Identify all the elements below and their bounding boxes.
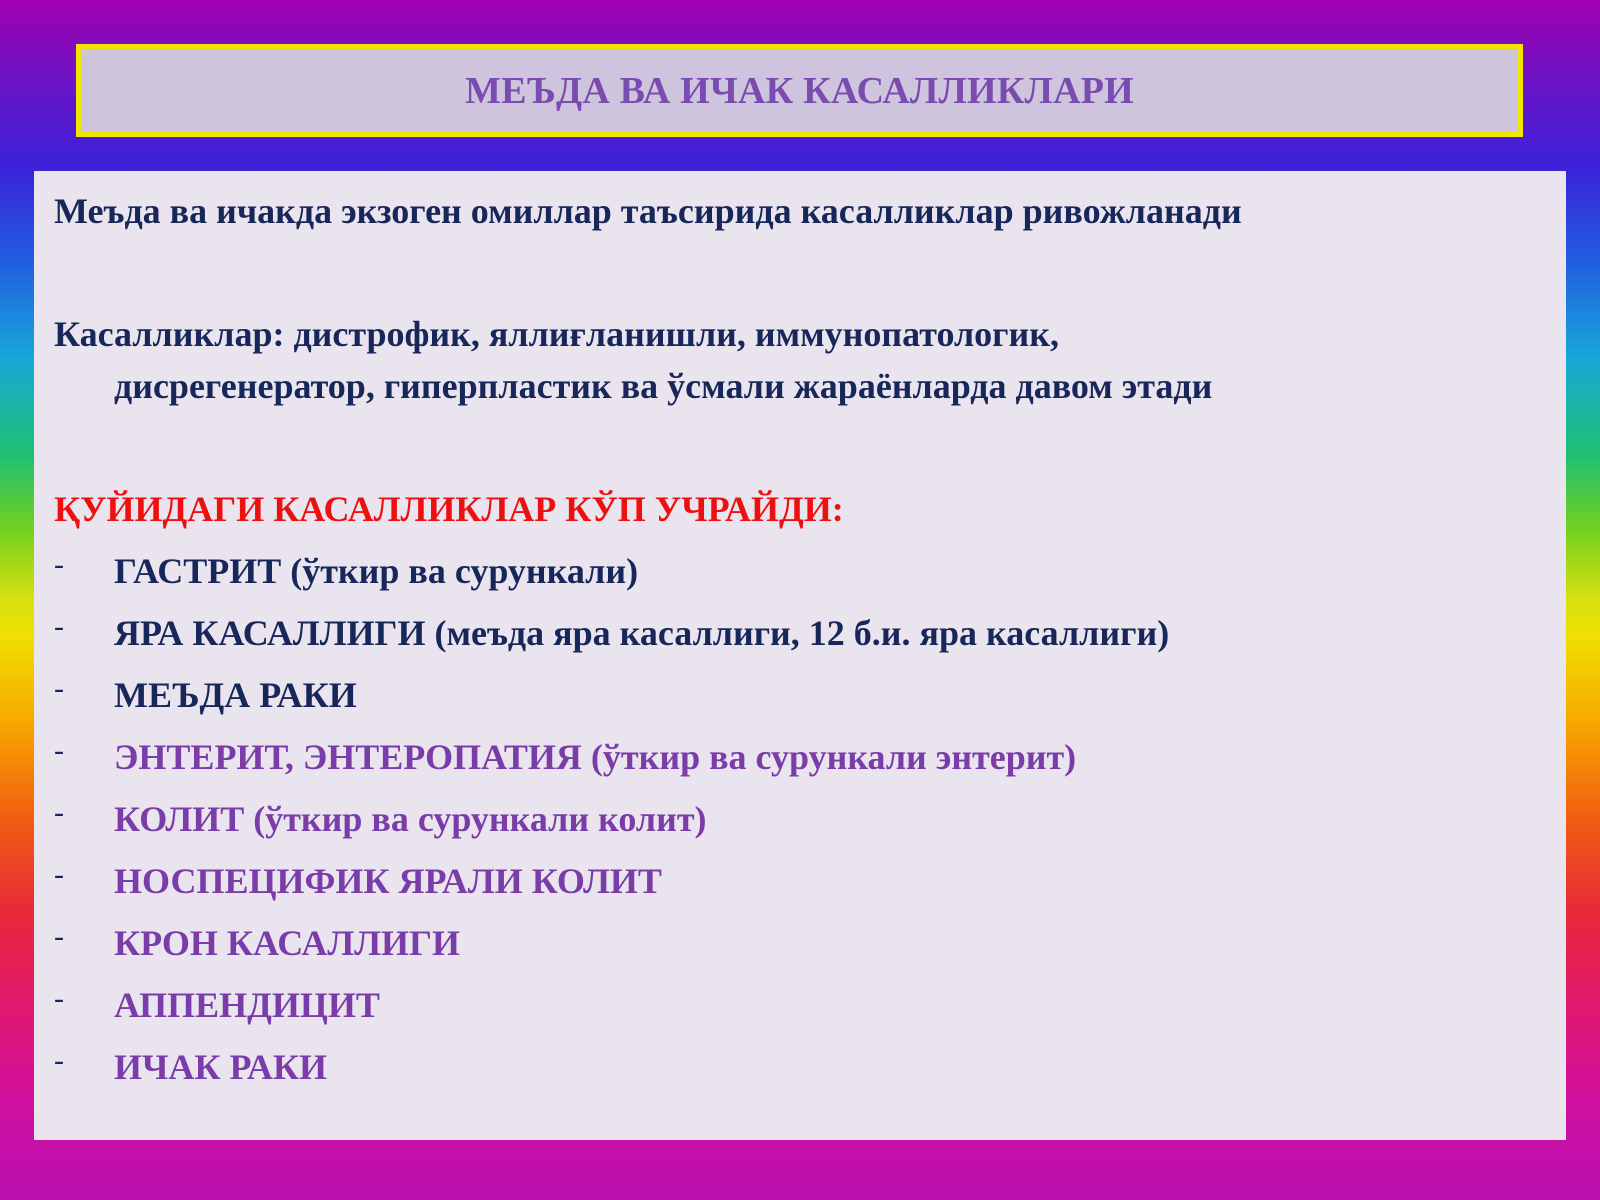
bullet-dash: - <box>54 672 64 705</box>
list-item-text: ЭНТЕРИТ, ЭНТЕРОПАТИЯ (ўткир ва сурункали энтерит) <box>114 737 1077 777</box>
list-item-text: ГАСТРИТ (ўткир ва сурункали) <box>114 551 639 591</box>
list-item <box>54 979 1546 1041</box>
bullet-dash: - <box>54 734 64 767</box>
slide-content-box <box>34 171 1566 1140</box>
bullet-dash: - <box>54 796 64 829</box>
diseases-paragraph-line1: Касалликлар: дистрофик, яллиғланишли, иммунопатологик, <box>54 314 1059 354</box>
bullet-dash: - <box>54 548 64 581</box>
list-item <box>54 793 1546 855</box>
list-heading: ҚУЙИДАГИ КАСАЛЛИКЛАР КЎП УЧРАЙДИ: <box>54 489 844 529</box>
bullet-dash: - <box>54 982 64 1015</box>
list-item-text: ЯРА КАСАЛЛИГИ (меъда яра касаллиги, 12 б.и. яра касаллиги) <box>114 613 1170 653</box>
list-item-text: КОЛИТ (ўткир ва сурункали колит) <box>114 799 707 839</box>
slide-title-box <box>76 44 1523 137</box>
slide-title: МЕЪДА ВА ИЧАК КАСАЛЛИКЛАРИ <box>465 69 1134 112</box>
disease-list <box>54 545 1546 1103</box>
intro-paragraph: Меъда ва ичакда экзоген омиллар таъсирида касалликлар ривожланади <box>54 191 1242 231</box>
list-item-text: АППЕНДИЦИТ <box>114 985 380 1025</box>
list-item-text: НОСПЕЦИФИК ЯРАЛИ КОЛИТ <box>114 861 662 901</box>
bullet-dash: - <box>54 920 64 953</box>
bullet-dash: - <box>54 1044 64 1077</box>
list-item <box>54 669 1546 731</box>
list-item <box>54 917 1546 979</box>
bullet-dash: - <box>54 858 64 891</box>
diseases-paragraph-line2: дисрегенератор, гиперпластик ва ўсмали жараёнларда давом этади <box>114 366 1213 406</box>
list-item <box>54 607 1546 669</box>
list-item <box>54 855 1546 917</box>
list-item <box>54 731 1546 793</box>
list-item-text: КРОН КАСАЛЛИГИ <box>114 923 460 963</box>
list-item <box>54 545 1546 607</box>
list-item <box>54 1041 1546 1103</box>
diseases-paragraph <box>54 308 1546 412</box>
list-item-text: ИЧАК РАКИ <box>114 1047 328 1087</box>
list-item-text: МЕЪДА РАКИ <box>114 675 357 715</box>
bullet-dash: - <box>54 610 64 643</box>
